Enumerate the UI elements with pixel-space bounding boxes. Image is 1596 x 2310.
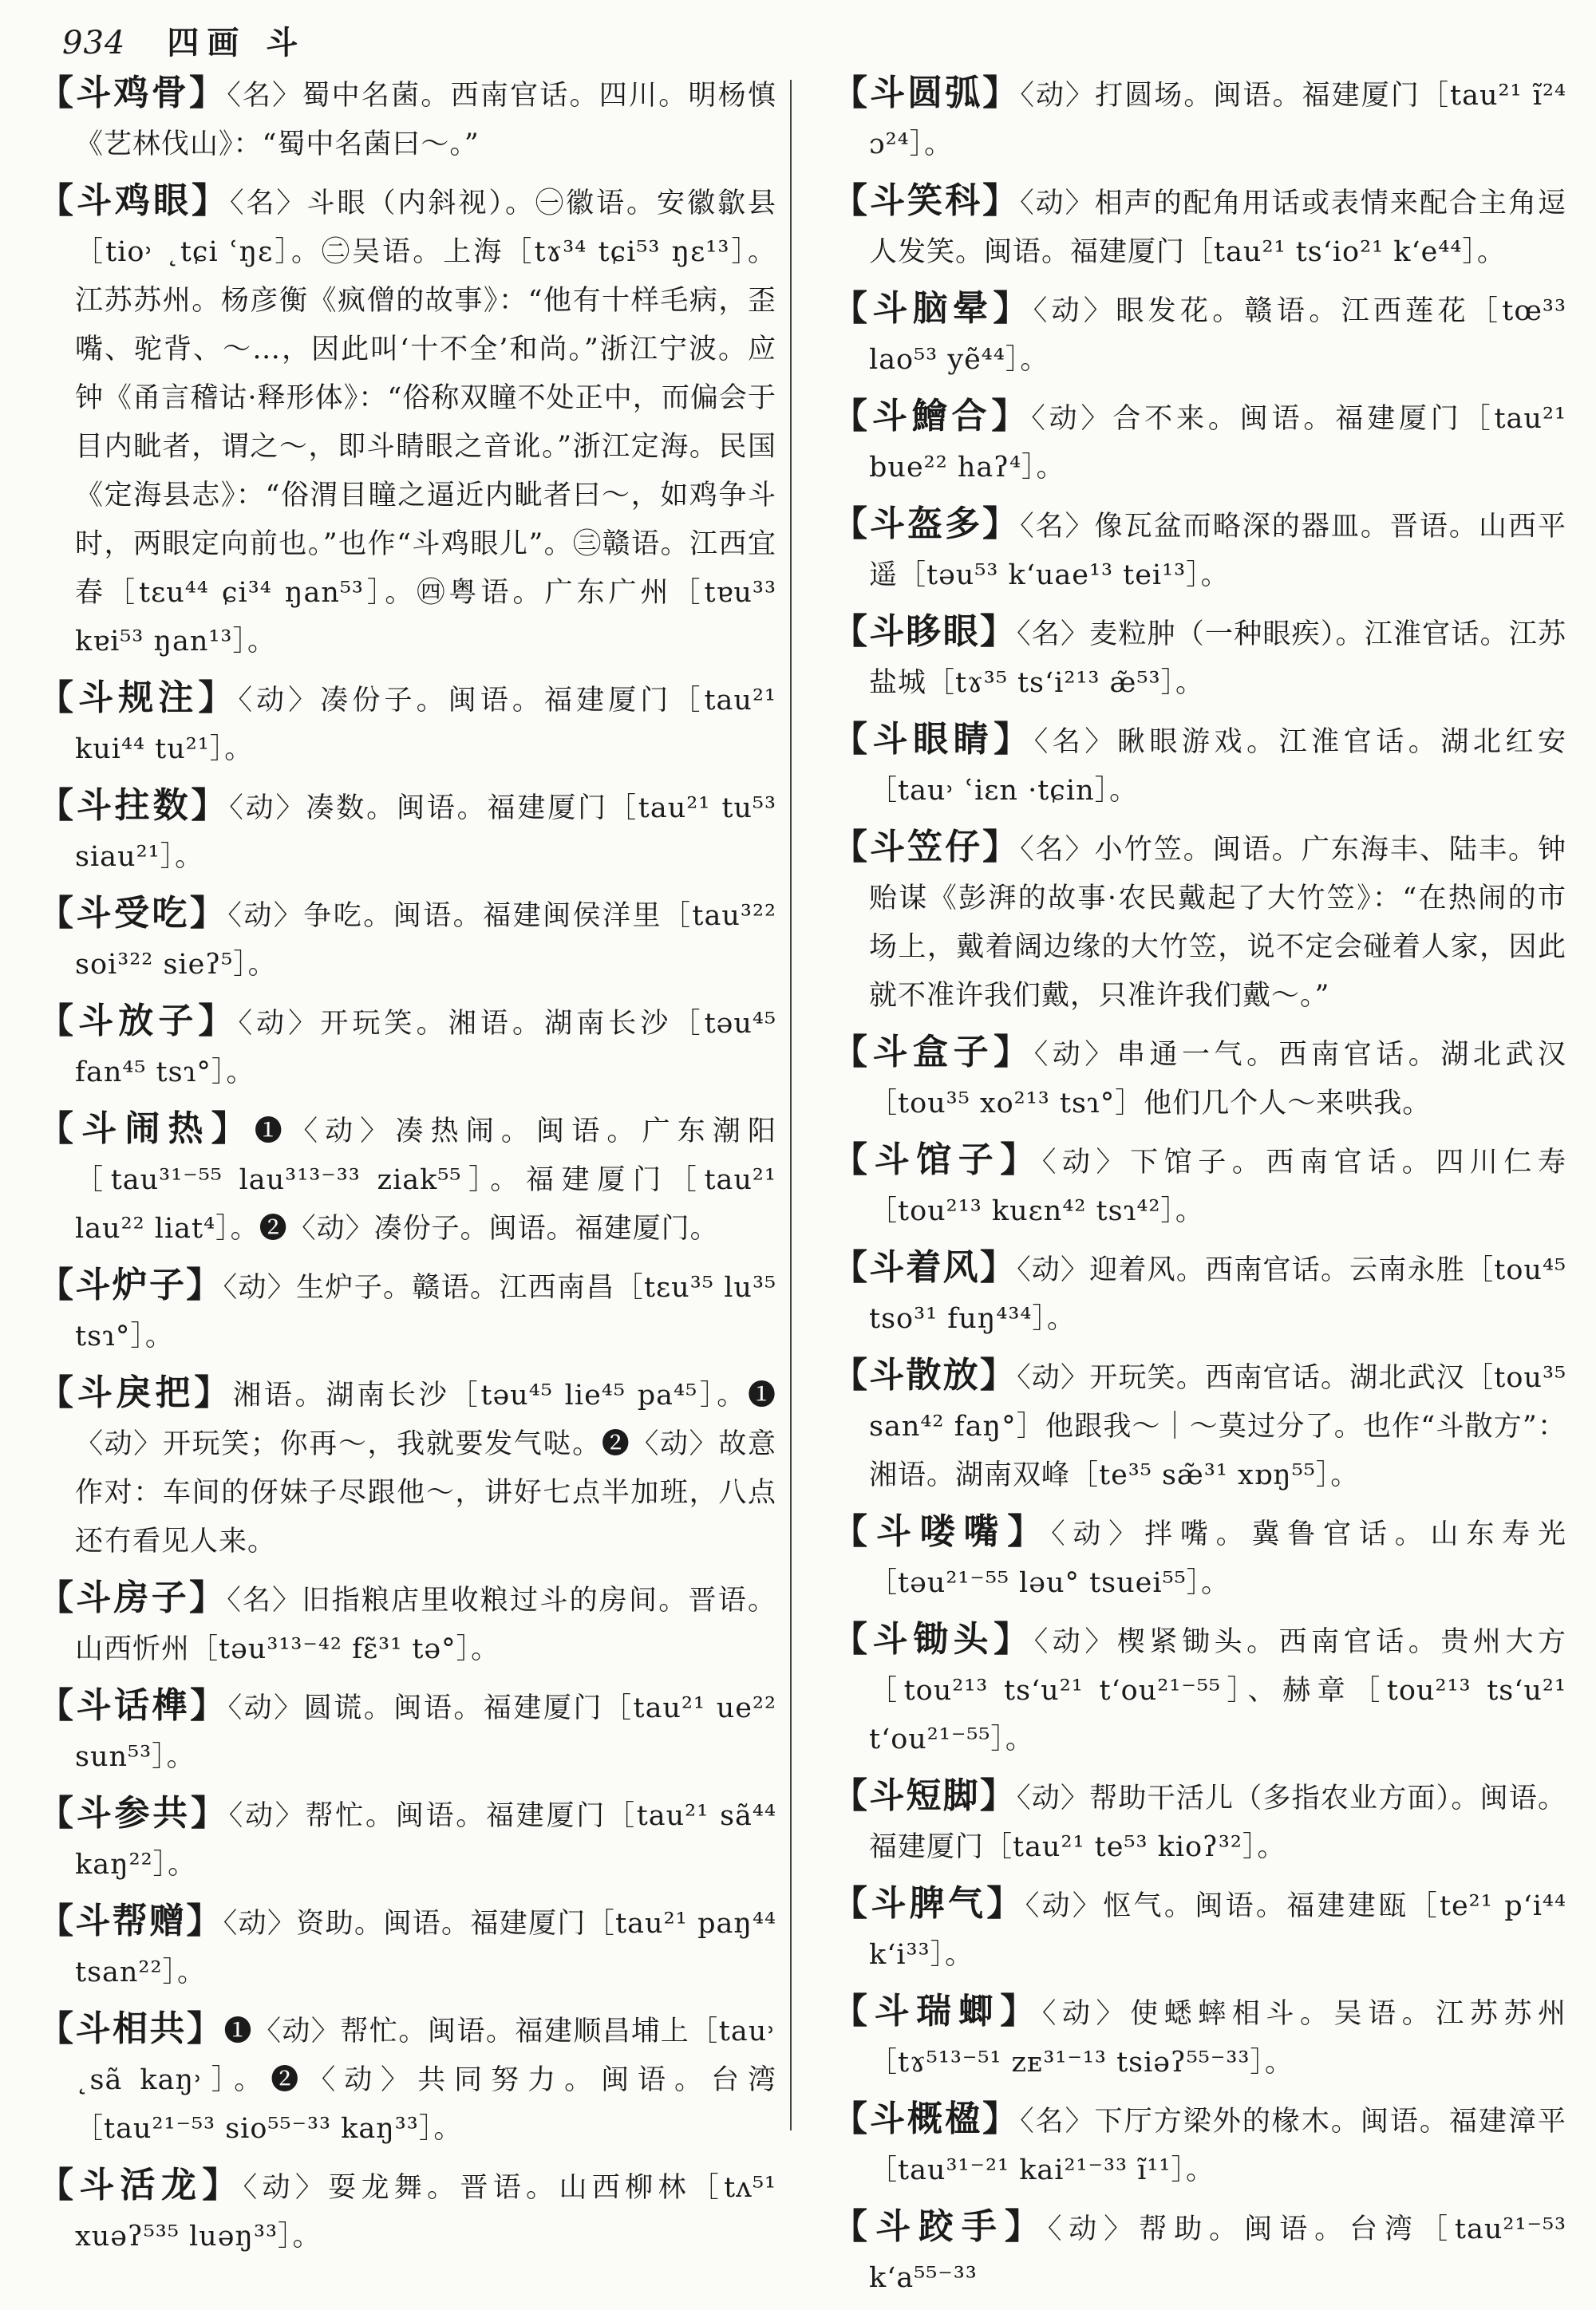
entry-headword: 【斗瑞蝍】 [832,1991,1042,2032]
entry-definition: 〈动〉开玩笑。湘语。湖南长沙［təu⁴⁵ fan⁴⁵ tsɿ°］。 [75,1008,776,1088]
entry-headword: 【斗鱠合】 [832,396,1032,436]
entry-headword: 【斗放子】 [38,1001,239,1041]
entry-headword: 【斗跤手】 [832,2206,1048,2247]
entry-definition: 〈动〉凑数。闽语。福建厦门［tau²¹ tu⁵³ siau²¹］。 [75,792,776,873]
dictionary-entry [38,1574,776,1674]
entry-definition: 〈动〉相声的配角用话或表情来配合主角逗人发笑。闽语。福建厦门［tau²¹ tsʻio²¹ kʻe⁴⁴］。 [869,188,1566,268]
entry-headword: 【斗脑晕】 [832,288,1033,329]
right-column [832,69,1566,2310]
dictionary-entry [832,2095,1566,2195]
dictionary-entry [38,1789,776,1889]
entry-definition: 〈动〉帮助干活儿（多指农业方面）。闽语。福建厦门［tau²¹ te⁵³ kioʔ³²］。 [869,1783,1566,1863]
entry-definition: 〈动〉资助。闽语。福建厦门［tau²¹ paŋ⁴⁴ tsan²²］。 [75,1908,777,1988]
dictionary-entry [38,1681,776,1782]
entry-definition: 〈动〉眼发花。赣语。江西莲花［tœ³³ lao⁵³ yẽ⁴⁴］。 [869,295,1566,376]
entry-definition: 〈动〉帮助。闽语。台湾［tau²¹⁻⁵³ kʻa⁵⁵⁻³³ [869,2213,1567,2294]
entry-headword: 【斗盔多】 [832,503,1021,544]
entry-definition: 〈动〉耍龙舞。晋语。山西柳林［tʌ⁵¹ xuəʔ⁵³⁵ luəŋ³³］。 [75,2172,777,2253]
entry-definition: 〈动〉拌嘴。冀鲁官话。山东寿光［təu²¹⁻⁵⁵ ləu° tsuei⁵⁵］。 [869,1518,1566,1599]
dictionary-entry [832,1507,1566,1608]
entry-headword: 【斗笑科】 [832,180,1021,221]
entry-headword: 【斗着风】 [832,1247,1017,1288]
entry-definition: 〈名〉斗眼（内斜视）。㊀徽语。安徽歙县［tio˒ ˛tɕi ʿŋɛ］。㊁吴语。上海［tɤ³⁴ tɕi⁵³ ŋɛ¹³］。江苏苏州。杨彦衡《疯僧的故事》：“他有十样毛病，歪嘴、驼背、～…，因此叫‘十不全’和尚。”浙江宁波。应钟《甬言稽诂·释形体》：“俗称双瞳不处正中，而偏会于目内眦者，谓之～，即斗睛眼之音讹。”浙江定海。民国《定海县志》：“俗渭目瞳之逼近内眦者曰～，如鸡争斗时，两眼定向前也。”也作“斗鸡眼儿”。㊂赣语。江西宜春［tɛu⁴⁴ ɕi³⁴ ŋan⁵³］。㊃粤语。广东广州［tɐu³³ kɐi⁵³ ŋan¹³］。 [75,188,776,657]
entry-definition: 湘语。湖南长沙［təu⁴⁵ lie⁴⁵ pa⁴⁵］。❶〈动〉开玩笑；你再～，我就要发气哒。❷〈动〉故意作对：车间的伢妹子尽跟他～，讲好七点半加班，八点还冇看见人来。 [75,1380,776,1558]
dictionary-entry [38,889,776,989]
entry-headword: 【斗盒子】 [832,1032,1034,1072]
entry-headword: 【斗话榫】 [38,1685,228,1726]
entry-definition: 〈动〉帮忙。闽语。福建厦门［tau²¹ sã⁴⁴ kaŋ²²］。 [75,1800,776,1881]
left-column [38,69,776,2269]
dictionary-entry [832,1028,1566,1128]
dictionary-entry [832,69,1566,169]
entry-definition: 〈动〉合不来。闽语。福建厦门［tau²¹ bue²² haʔ⁴］。 [869,403,1567,484]
page-header [62,18,306,65]
entry-headword: 【斗短脚】 [832,1775,1017,1816]
page-number: 934 [62,25,126,61]
entry-headword: 【斗鸡骨】 [38,73,227,113]
entry-definition: ❶〈动〉凑热闹。闽语。广东潮阳［tau³¹⁻⁵⁵ lau³¹³⁻³³ ziak⁵⁵］。福建厦门［tau²¹ lau²² liat⁴］。❷〈动〉凑份子。闽语。福建厦门。 [75,1116,776,1245]
dictionary-entry [832,284,1566,385]
entry-definition: 〈名〉麦粒肿（一种眼疾）。江淮官话。江苏盐城［tɤ³⁵ tsʻi²¹³ æ̃⁵³］。 [869,618,1566,699]
entry-headword: 【斗馆子】 [832,1139,1042,1180]
entry-headword: 【斗喽嘴】 [832,1511,1052,1552]
entry-definition: 〈动〉争吃。闽语。福建闽侯洋里［tau³²² soi³²² sieʔ⁵］。 [75,900,777,981]
entry-headword: 【斗散放】 [832,1355,1017,1396]
entry-definition: 〈动〉串通一气。西南官话。湖北武汉［tou³⁵ xo²¹³ tsɿ°］他们几个人～来哄我。 [869,1039,1566,1119]
dictionary-entry [832,1987,1566,2087]
dictionary-entry [38,69,776,169]
entry-definition: 〈动〉圆谎。闽语。福建厦门［tau²¹ ue²² sun⁵³］。 [75,1692,777,1773]
dictionary-entry [38,997,776,1097]
column-divider [790,80,792,2130]
dictionary-entry [832,1615,1566,1764]
dictionary-entry [832,1351,1566,1500]
dictionary-entry [832,607,1566,708]
entry-definition: 〈名〉蜀中名菌。西南官话。四川。明杨慎《艺林伐山》：“蜀中名菌曰～。” [75,80,776,160]
entry-headword: 【斗笠仔】 [832,827,1021,867]
entry-headword: 【斗受吃】 [38,893,228,934]
dictionary-entry [832,2202,1566,2303]
entry-definition: 〈动〉打圆场。闽语。福建厦门［tau²¹ ĩ²⁴ ɔ²⁴］。 [869,80,1567,160]
entry-definition: 〈动〉怄气。闽语。福建建瓯［te²¹ pʻi⁴⁴ kʻi³³］。 [869,1890,1566,1971]
page-section-title: 四画 斗 [167,24,306,61]
entry-definition: 〈动〉开玩笑。西南官话。湖北武汉［tou³⁵ san⁴² faŋ°］他跟我～｜～莫过分了。也作“斗散方”：湘语。湖南双峰［te³⁵ sæ̃³¹ xɒŋ⁵⁵］。 [869,1362,1567,1491]
entry-headword: 【斗脾气】 [832,1883,1025,1924]
entry-headword: 【斗房子】 [38,1578,227,1618]
dictionary-entry [832,500,1566,600]
dictionary-entry [832,392,1566,492]
entry-definition: 〈名〉旧指粮店里收粮过斗的房间。晋语。山西忻州［təu³¹³⁻⁴² fɛ̃³¹ tə°］。 [75,1585,776,1665]
entry-definition: 〈动〉迎着风。西南官话。云南永胜［tou⁴⁵ tso³¹ fuŋ⁴³⁴］。 [869,1254,1567,1335]
dictionary-entry [38,1897,776,1997]
entry-headword: 【斗参共】 [38,1793,229,1834]
entry-definition: 〈动〉下馆子。西南官话。四川仁寿［tou²¹³ kuɛn⁴² tsɿ⁴²］。 [869,1147,1566,1227]
dictionary-entry [38,1368,776,1566]
entry-definition: 〈名〉下厅方梁外的椽木。闽语。福建漳平［tau³¹⁻²¹ kai²¹⁻³³ ĩ¹¹］。 [869,2106,1566,2186]
entry-definition: ❶〈动〉帮忙。闽语。福建顺昌埔上［tau˒ ˛sã kaŋ˒］。❷〈动〉共同努力。闽语。台湾［tau²¹⁻⁵³ sio⁵⁵⁻³³ kaŋ³³］。 [75,2016,776,2145]
dictionary-entry [38,2004,776,2154]
entry-headword: 【斗拄数】 [38,785,230,826]
dictionary-entry [832,1135,1566,1236]
dictionary-entry [38,176,776,666]
dictionary-entry [38,781,776,882]
entry-definition: 〈动〉生炉子。赣语。江西南昌［tɛu³⁵ lu³⁵ tsɿ°］。 [75,1272,777,1352]
entry-definition: 〈名〉小竹笠。闽语。广东海丰、陆丰。钟贻谋《彭湃的故事·农民戴起了大竹笠》：“在热闹的市场上，戴着阔边缘的大竹笠，说不定会碰着人家，因此就不准许我们戴，只准许我们戴～。” [869,834,1566,1012]
dictionary-entry [38,1261,776,1361]
dictionary-entry [38,673,776,774]
entry-definition: 〈动〉凑份子。闽语。福建厦门［tau²¹ kui⁴⁴ tu²¹］。 [75,685,777,765]
entry-headword: 【斗帮赠】 [38,1901,223,1941]
dictionary-entry [832,715,1566,815]
entry-headword: 【斗圆弧】 [832,73,1021,113]
entry-definition: 〈动〉楔紧锄头。西南官话。贵州大方［tou²¹³ tsʻu²¹ tʻou²¹⁻⁵⁵］、赫章［tou²¹³ tsʻu²¹ tʻou²¹⁻⁵⁵］。 [869,1626,1566,1755]
entry-headword: 【斗活龙】 [38,2165,243,2205]
entry-headword: 【斗眵眼】 [832,611,1017,652]
dictionary-entry [832,823,1566,1021]
dictionary-entry [832,1771,1566,1872]
entry-headword: 【斗眼睛】 [832,719,1034,760]
entry-headword: 【斗概楹】 [832,2099,1021,2139]
entry-headword: 【斗锄头】 [832,1619,1034,1660]
entry-headword: 【斗闹热】 [38,1108,255,1149]
dictionary-entry [38,1104,776,1254]
entry-headword: 【斗相共】 [38,2008,224,2049]
entry-headword: 【斗鸡眼】 [38,180,230,221]
entry-definition: 〈名〉像瓦盆而略深的器皿。晋语。山西平遥［təu⁵³ kʻuae¹³ tei¹³］。 [869,511,1566,591]
dictionary-entry [832,1243,1566,1344]
dictionary-entry [832,176,1566,277]
entry-headword: 【斗炉子】 [38,1265,223,1305]
entry-definition: 〈名〉瞅眼游戏。江淮官话。湖北红安［tau˒ ʿiɛn ·tɕin］。 [869,726,1566,807]
entry-definition: 〈动〉使蟋蟀相斗。吴语。江苏苏州［tɤ⁵¹³⁻⁵¹ zᴇ³¹⁻¹³ tsiəʔ⁵⁵⁻³³］。 [869,1998,1566,2079]
dictionary-entry [38,2161,776,2261]
entry-headword: 【斗戾把】 [38,1372,233,1413]
entry-headword: 【斗规注】 [38,677,239,718]
dictionary-entry [832,1879,1566,1980]
